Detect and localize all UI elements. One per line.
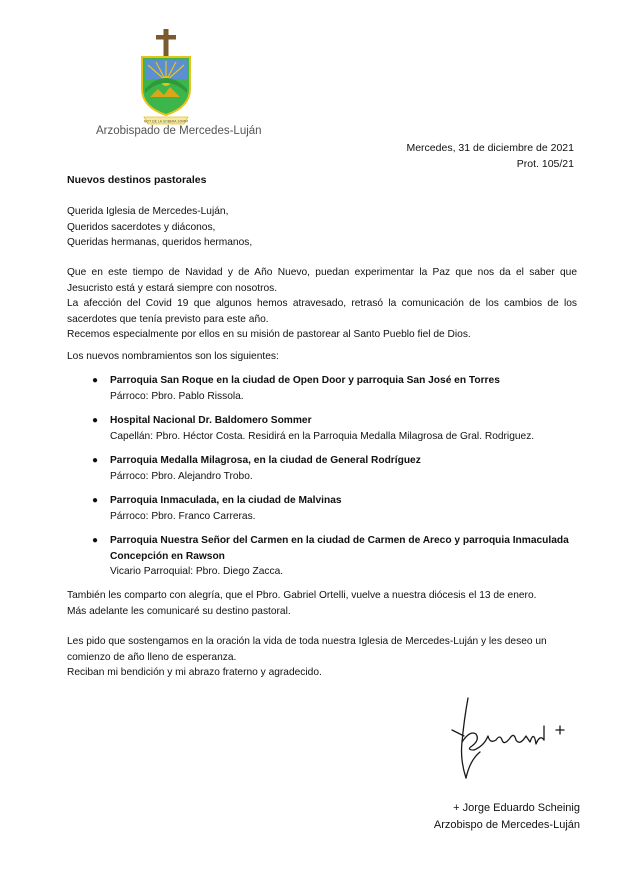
handwritten-signature: [440, 690, 580, 790]
bullet-icon: ●: [92, 455, 99, 466]
appointment-detail: Párroco: Pbro. Pablo Rissola.: [110, 390, 244, 402]
date-block: [274, 140, 574, 172]
appointment-place: Hospital Nacional Dr. Baldomero Sommer: [110, 415, 312, 426]
appointment-place: Parroquia Medalla Milagrosa, en la ciudad de General Rodríguez: [110, 455, 421, 466]
bullet-icon: ●: [92, 495, 99, 506]
intro-line: Que en este tiempo de Navidad y de Año Nuevo, puedan experimentar la Paz que nos da el saber que Jesucristo está y estará siempre con nosotros.: [67, 267, 577, 294]
signer-title: Arzobispo de Mercedes-Luján: [433, 819, 580, 831]
greeting-line: Queridas hermanas, queridos hermanos,: [67, 237, 253, 248]
appointment-place: Parroquia San Roque en la ciudad de Open Door y parroquia San José en Torres: [110, 375, 500, 386]
appointment-place: Parroquia Nuestra Señor del Carmen en la ciudad de Carmen de Areco y parroquia Inmaculada Concepción en Rawson: [110, 535, 569, 562]
letter-subject: Nuevos destinos pastorales: [67, 174, 207, 186]
intro-paragraph: [67, 265, 577, 343]
closing-line: Más adelante les comunicaré su destino pastoral.: [67, 605, 291, 617]
bullet-icon: ●: [92, 375, 99, 386]
list-item: [92, 413, 582, 444]
greeting-line: Queridos sacerdotes y diáconos,: [67, 221, 216, 233]
appointments-list: [92, 373, 582, 589]
signer-block: [380, 800, 580, 834]
closing-line: También les comparto con alegría, que el Pbro. Gabriel Ortelli, vuelve a nuestra diócesis el 13 de enero.: [67, 590, 537, 601]
appointment-detail: Capellán: Pbro. Héctor Costa. Residirá en la Parroquia Medalla Milagrosa de Gral. Rodriguez.: [110, 430, 535, 442]
intro-line: La afección del Covid 19 que algunos hemos atravesado, retrasó la comunicación de los cambios de los sacerdotes que tenía previsto para este año.: [67, 298, 577, 325]
appointment-detail: Párroco: Pbro. Franco Carreras.: [110, 510, 256, 522]
appointment-place: Parroquia Inmaculada, en la ciudad de Malvinas: [110, 495, 342, 506]
greeting-line: Querida Iglesia de Mercedes-Luján,: [67, 206, 229, 217]
bullet-icon: ●: [92, 415, 99, 426]
appointment-detail: Párroco: Pbro. Alejandro Trobo.: [110, 470, 253, 482]
appointments-intro: Los nuevos nombramientos son los siguientes:: [67, 351, 279, 362]
protocol-reference: Prot. 105/21: [516, 158, 574, 170]
bullet-icon: ●: [92, 535, 99, 546]
letter-date: Mercedes, 31 de diciembre de 2021: [406, 142, 574, 154]
signer-name: + Jorge Eduardo Scheinig: [453, 802, 580, 814]
list-item: [92, 493, 582, 524]
archdiocese-name: Arzobispado de Mercedes-Luján: [96, 125, 262, 137]
appointment-detail: Vicario Parroquial: Pbro. Diego Zacca.: [110, 566, 284, 577]
closing-line: Reciban mi bendición y mi abrazo fraterno y agradecido.: [67, 667, 322, 678]
list-item: [92, 373, 582, 404]
closing-paragraph-1: [67, 588, 587, 619]
list-item: [92, 453, 582, 484]
list-item: [92, 533, 582, 580]
closing-paragraph-2: [67, 634, 587, 681]
intro-line: Recemos especialmente por ellos en su misión de pastorear al Santo Pueblo fiel de Dios.: [67, 329, 471, 340]
crest-motto: NOT DE LA SOBERA SOMM: [144, 119, 188, 124]
archdiocese-crest-logo: [136, 27, 196, 137]
greetings: [67, 204, 587, 251]
closing-line: Les pido que sostengamos en la oración la vida de toda nuestra Iglesia de Mercedes-Luján y les deseo un comienzo de año lleno de esperanza.: [67, 636, 547, 663]
